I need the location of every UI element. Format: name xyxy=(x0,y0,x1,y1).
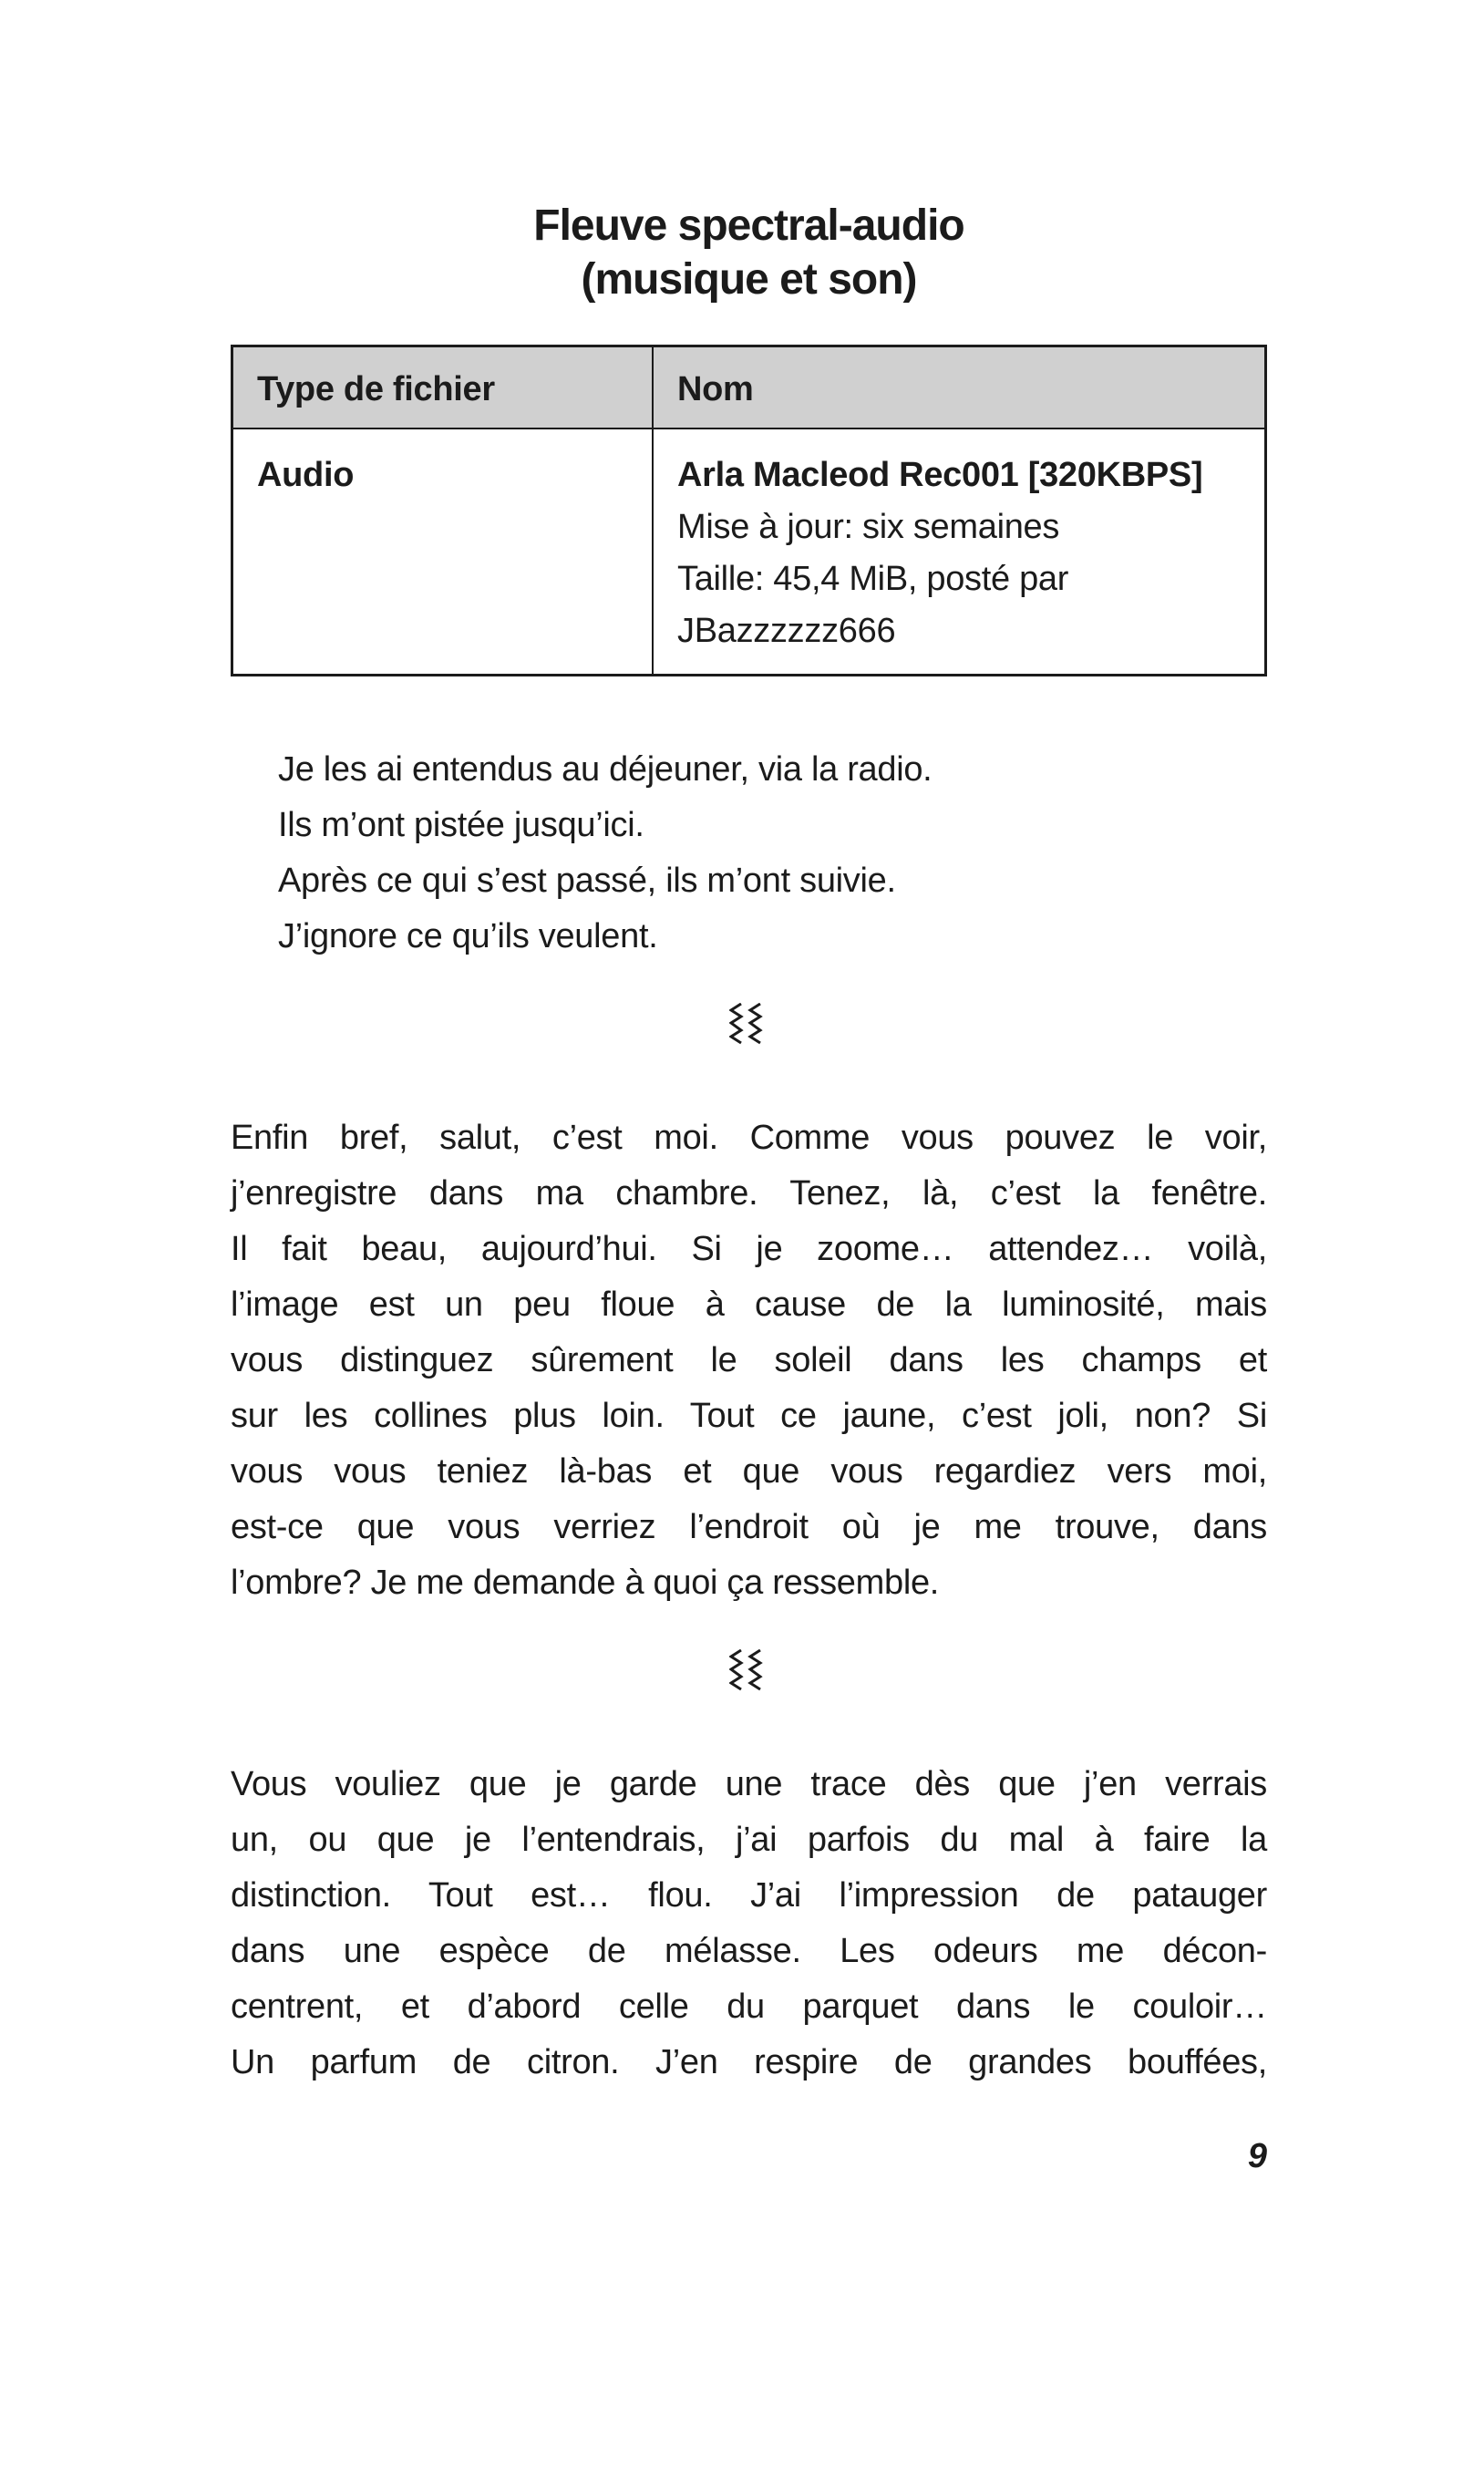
verse-line: Après ce qui s’est passé, ils m’ont suivie. xyxy=(278,862,896,900)
file-table-header-name: Nom xyxy=(653,346,1266,429)
paragraph-line: centrent, et d’abord celle du parquet dans le couloir… xyxy=(231,1988,1267,2026)
file-type-cell: Audio xyxy=(232,428,654,676)
paragraph-line: dans une espèce de mélasse. Les odeurs me décon- xyxy=(231,1932,1267,1970)
page-title-line2: (musique et son) xyxy=(581,255,917,304)
paragraph-1 xyxy=(231,1110,1267,1611)
paragraph-line: vous distinguez sûrement le soleil dans les champs et xyxy=(231,1341,1267,1379)
zigzag-divider-icon xyxy=(729,1649,769,1691)
paragraph-line: l’ombre? Je me demande à quoi ça ressemble. xyxy=(231,1564,940,1602)
file-name: Arla Macleod Rec001 [320KBPS] xyxy=(677,456,1203,494)
file-updated: Mise à jour: six semaines xyxy=(677,508,1060,546)
verse-line: Je les ai entendus au déjeuner, via la radio. xyxy=(278,750,933,789)
verse-block xyxy=(231,742,1267,965)
zigzag-divider-icon xyxy=(729,1003,769,1045)
paragraph-line: j’enregistre dans ma chambre. Tenez, là, c’est la fenêtre. xyxy=(231,1174,1267,1213)
file-poster: JBazzzzzz666 xyxy=(677,612,896,650)
file-table-header-type: Type de fichier xyxy=(232,346,654,429)
paragraph-2 xyxy=(231,1757,1267,2091)
page-title-line1: Fleuve spectral-audio xyxy=(533,201,964,250)
verse-line: J’ignore ce qu’ils veulent. xyxy=(278,917,658,955)
paragraph-line: sur les collines plus loin. Tout ce jaune, c’est joli, non? Si xyxy=(231,1397,1267,1435)
file-table-header-row xyxy=(232,346,1266,429)
page-title xyxy=(231,199,1267,306)
file-table xyxy=(231,345,1267,676)
file-size: Taille: 45,4 MiB, posté par xyxy=(677,560,1069,598)
paragraph-line: distinction. Tout est… flou. J’ai l’impression de patauger xyxy=(231,1876,1267,1915)
paragraph-line: Il fait beau, aujourd’hui. Si je zoome… attendez… voilà, xyxy=(231,1230,1267,1268)
paragraph-line: Un parfum de citron. J’en respire de grandes bouffées, xyxy=(231,2043,1267,2081)
verse-line: Ils m’ont pistée jusqu’ici. xyxy=(278,806,644,844)
table-row xyxy=(232,428,1266,676)
paragraph-line: Vous vouliez que je garde une trace dès que j’en verrais xyxy=(231,1765,1267,1803)
paragraph-line: Enfin bref, salut, c’est moi. Comme vous pouvez le voir, xyxy=(231,1119,1267,1157)
paragraph-line: est-ce que vous verriez l’endroit où je me trouve, dans xyxy=(231,1508,1267,1546)
paragraph-line: vous vous teniez là-bas et que vous regardiez vers moi, xyxy=(231,1452,1267,1491)
book-page xyxy=(231,199,1267,2176)
paragraph-line: un, ou que je l’entendrais, j’ai parfois du mal à faire la xyxy=(231,1821,1267,1859)
page-number: 9 xyxy=(1247,2137,1267,2175)
file-name-cell xyxy=(653,428,1266,676)
paragraph-line: l’image est un peu floue à cause de la luminosité, mais xyxy=(231,1285,1267,1324)
